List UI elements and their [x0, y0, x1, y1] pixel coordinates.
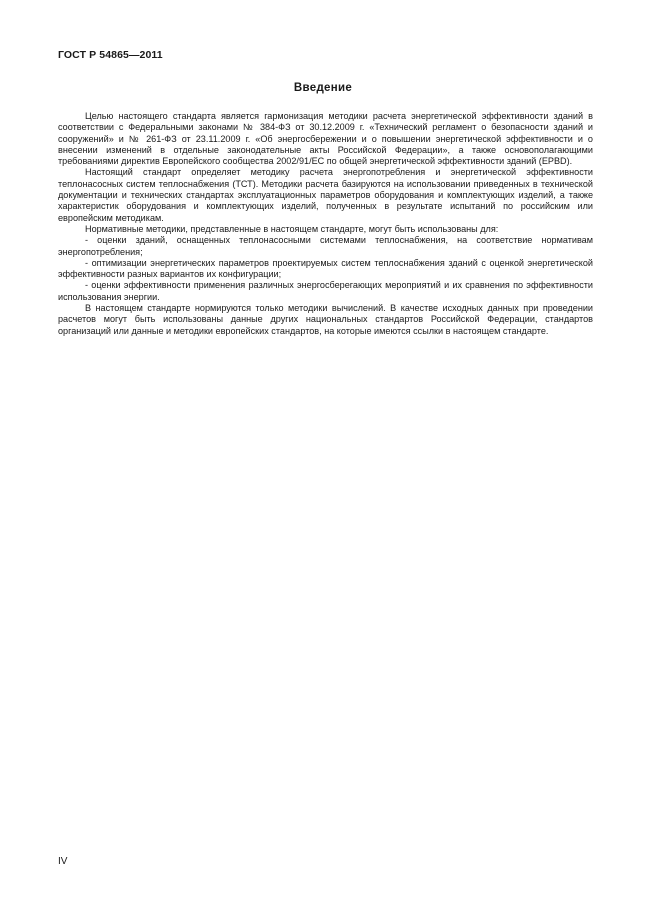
paragraph-usage-intro: Нормативные методики, представленные в настоящем стандарте, могут быть использованы для:	[85, 223, 499, 234]
section-title: Введение	[293, 82, 353, 94]
paragraph-calculation-methods: В настоящем стандарте нормируются только методики вычислений. В качестве исходных данных при проведении расчетов могут быть использованы данные других национальных стандартов Российской Федерации, стандартов организаций или данные и методики европейских стандартов, на которые имеются ссылки в настоящем стандарте.	[58, 303, 593, 336]
paragraph-scope: Настоящий стандарт определяет методику расчета энергопотребления и энергетической эффективности теплонасосных систем теплоснабжения (ТСТ). Методики расчета базируются на использовании приведенных в технической документации и технических стандартах эксплуатационных параметров оборудования и комплектующих изделий, а также характеристик оборудования и комплектующих изделий, полученных в результате испытаний по российским или европейским методикам.	[58, 167, 593, 223]
list-item-efficiency-evaluation: - оценки эффективности применения различных энергосберегающих мероприятий и их сравнения по эффективности использования энергии.	[58, 280, 593, 302]
document-code: ГОСТ Р 54865—2011	[58, 49, 163, 61]
page-number: IV	[58, 856, 68, 867]
list-item-optimization: - оптимизации энергетических параметров проектируемых систем теплоснабжения зданий с оценкой энергетической эффективности разных вариантов их конфигурации;	[58, 257, 593, 280]
document-body	[58, 111, 593, 337]
list-item-building-assessment: - оценки зданий, оснащенных теплонасосными системами теплоснабжения, на соответствие нормативам энергопотребления;	[58, 235, 593, 257]
paragraph-purpose: Целью настоящего стандарта является гармонизация методики расчета энергетической эффективности зданий в соответствии с Федеральными законами № 384-ФЗ от 30.12.2009 г. «Технический регламент о безопасности зданий и сооружений» и № 261-ФЗ от 23.11.2009 г. «Об энергосбережении и о повышении энергетической эффективности и о внесении изменений в отдельные законодательные акты Российской Федерации», а также основополагающими требованиями директив Европейского сообщества 2002/91/ЕС по общей энергетической эффективности зданий (EPBD).	[58, 111, 593, 167]
